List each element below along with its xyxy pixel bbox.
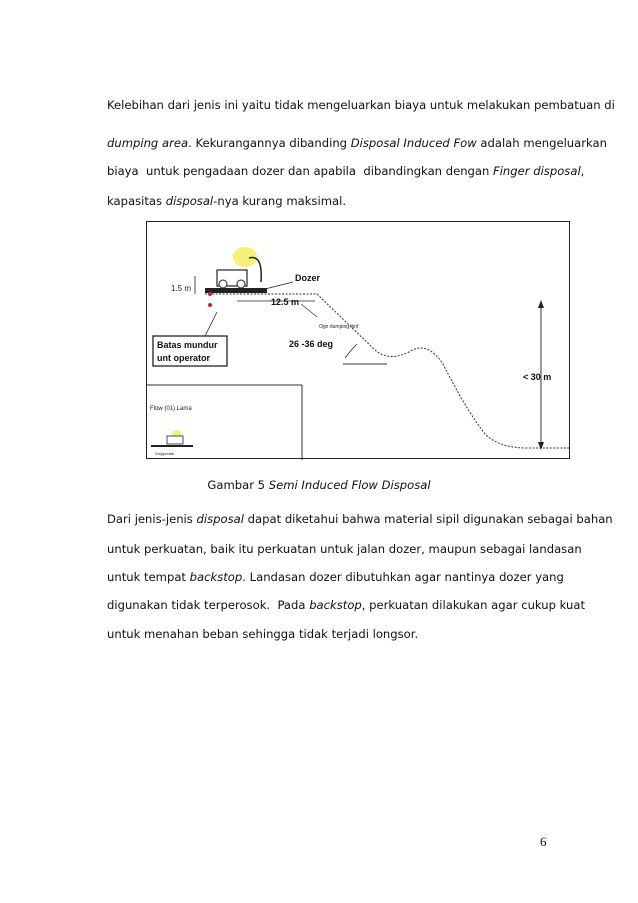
disposal-term: disposal [196,512,244,526]
disposal-induced-term: Disposal Induced Fow [350,136,477,150]
text-span: dapat diketahui bahwa material sipil digunakan sebagai bahan [243,512,613,526]
paragraph2-line4 [107,598,586,613]
figure-caption [0,478,638,492]
paragraph2-line2: untuk perkuatan, baik itu perkuatan untuk jalan dozer, maupun sebagai landasan [107,542,582,556]
paragraph1-line4 [107,194,562,209]
paragraph1-line1: Kelebihan dari jenis ini yaitu tidak mengeluarkan biaya untuk melakukan pembatuan di [107,98,615,112]
text-span: . Kekurangannya dibanding [188,136,351,150]
dumping-pointer [301,304,317,317]
backstop-term: backstop [309,598,362,612]
dozer-icon [217,247,261,288]
caption-title: Semi Induced Flow Disposal [268,478,431,492]
arrow-down-icon [538,442,544,450]
text-span: . Landasan dozer dibutuhkan agar nantinya dozer yang [242,570,564,584]
label-12-5m: 12.5 m [271,297,300,307]
angle-arc [345,344,357,358]
arrow-up-icon [538,300,544,308]
dozer-platform [205,288,267,293]
label-inset-small: Smypndah [155,451,175,456]
backstop-term: backstop [189,570,243,584]
text-span: , [580,164,585,178]
page-number: 6 [540,834,547,849]
label-batas-1: Batas mundur [157,340,218,350]
text-span: -nya kurang maksimal. [213,194,347,208]
text-span: Dari jenis-jenis [107,512,197,526]
dozer-pointer [265,282,293,289]
figure-diagram [147,222,571,460]
paragraph2-line3 [107,570,562,585]
inset-dozer-icon [151,430,193,447]
text-span: , perkuatan dilakukan agar cukup kuat [361,598,586,612]
label-dumping: Ogn dumping lbnf [319,324,359,330]
text-span: untuk tempat [107,570,190,584]
paragraph2-line5: untuk menahan beban sehingga tidak terjadi longsor. [107,627,419,641]
text-span: biaya untuk pengadaan dozer dan apabila dibandingkan dengan [107,164,494,178]
paragraph1-line2 [107,136,607,151]
marker-dot [208,303,212,307]
paragraph1-line3 [107,164,585,179]
caption-prefix: Gambar 5 [207,478,269,492]
label-inset: Flow (01) Lama [150,406,192,412]
text-span: adalah mengeluarkan [476,136,607,150]
text-span: digunakan tidak terperosok. Pada [107,598,310,612]
dumping-area-term: dumping area [107,136,189,150]
disposal-term: disposal [165,194,214,208]
label-1-5m: 1.5 m [171,284,192,293]
figure-semi-induced-flow [146,221,570,459]
paragraph2-line1 [107,512,613,527]
finger-disposal-term: Finger disposal [493,164,581,178]
label-height: < 30 m [523,372,552,382]
text-span: kapasitas [107,194,166,208]
label-angle: 26 -36 deg [289,339,334,349]
slope-profile [205,294,571,448]
batas-pointer [205,312,217,336]
marker-dot [208,292,212,296]
label-batas-2: unt operator [157,353,210,363]
label-dozer: Dozer [295,273,321,283]
